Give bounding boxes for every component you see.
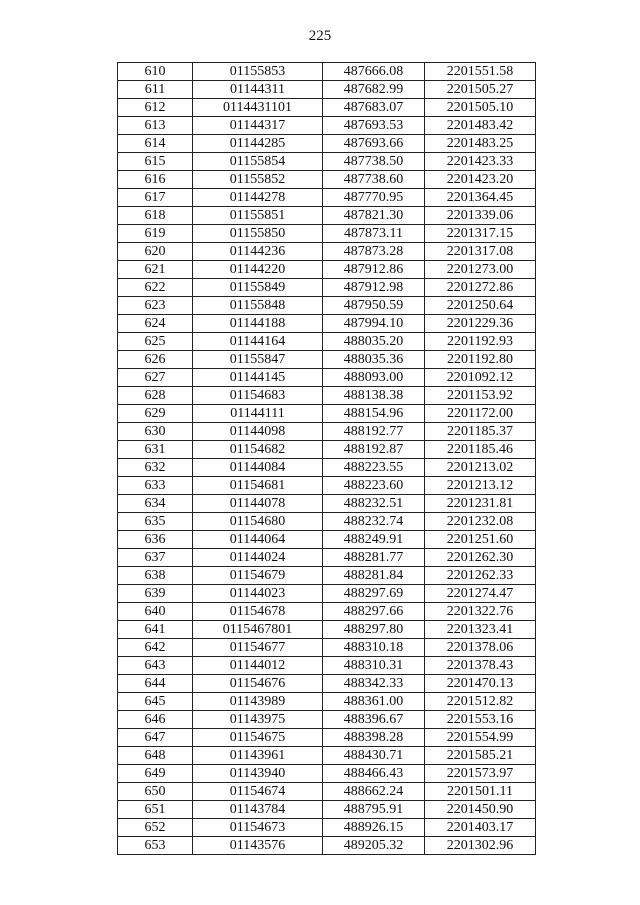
point-code-cell: 01154681 <box>193 477 323 495</box>
y-coordinate-cell: 2201554.99 <box>425 729 536 747</box>
y-coordinate-cell: 2201231.81 <box>425 495 536 513</box>
y-coordinate-cell: 2201364.45 <box>425 189 536 207</box>
point-code-cell: 01154683 <box>193 387 323 405</box>
table-row <box>118 405 536 423</box>
table-row <box>118 531 536 549</box>
row-number-cell: 615 <box>118 153 193 171</box>
x-coordinate-cell: 487738.50 <box>323 153 425 171</box>
point-code-cell: 01144311 <box>193 81 323 99</box>
row-number-cell: 616 <box>118 171 193 189</box>
x-coordinate-cell: 488138.38 <box>323 387 425 405</box>
row-number-cell: 647 <box>118 729 193 747</box>
point-code-cell: 01144278 <box>193 189 323 207</box>
y-coordinate-cell: 2201317.15 <box>425 225 536 243</box>
row-number-cell: 648 <box>118 747 193 765</box>
table-row <box>118 603 536 621</box>
row-number-cell: 628 <box>118 387 193 405</box>
table-row <box>118 711 536 729</box>
point-code-cell: 0114431101 <box>193 99 323 117</box>
y-coordinate-cell: 2201251.60 <box>425 531 536 549</box>
y-coordinate-cell: 2201501.11 <box>425 783 536 801</box>
y-coordinate-cell: 2201423.20 <box>425 171 536 189</box>
table-row <box>118 783 536 801</box>
y-coordinate-cell: 2201192.93 <box>425 333 536 351</box>
row-number-cell: 619 <box>118 225 193 243</box>
point-code-cell: 01144220 <box>193 261 323 279</box>
y-coordinate-cell: 2201302.96 <box>425 837 536 855</box>
y-coordinate-cell: 2201092.12 <box>425 369 536 387</box>
x-coordinate-cell: 487873.11 <box>323 225 425 243</box>
row-number-cell: 613 <box>118 117 193 135</box>
row-number-cell: 651 <box>118 801 193 819</box>
table-row <box>118 99 536 117</box>
row-number-cell: 629 <box>118 405 193 423</box>
row-number-cell: 631 <box>118 441 193 459</box>
y-coordinate-cell: 2201153.92 <box>425 387 536 405</box>
point-code-cell: 01155847 <box>193 351 323 369</box>
y-coordinate-cell: 2201505.27 <box>425 81 536 99</box>
point-code-cell: 01144064 <box>193 531 323 549</box>
row-number-cell: 639 <box>118 585 193 603</box>
y-coordinate-cell: 2201573.97 <box>425 765 536 783</box>
table-row <box>118 63 536 81</box>
row-number-cell: 626 <box>118 351 193 369</box>
x-coordinate-cell: 488223.55 <box>323 459 425 477</box>
y-coordinate-cell: 2201551.58 <box>425 63 536 81</box>
y-coordinate-cell: 2201185.37 <box>425 423 536 441</box>
y-coordinate-cell: 2201274.47 <box>425 585 536 603</box>
point-code-cell: 01154677 <box>193 639 323 657</box>
point-code-cell: 01143940 <box>193 765 323 783</box>
y-coordinate-cell: 2201213.12 <box>425 477 536 495</box>
table-row <box>118 81 536 99</box>
x-coordinate-cell: 487693.66 <box>323 135 425 153</box>
table-row <box>118 801 536 819</box>
table-row <box>118 549 536 567</box>
coordinates-table <box>117 62 536 855</box>
row-number-cell: 627 <box>118 369 193 387</box>
y-coordinate-cell: 2201505.10 <box>425 99 536 117</box>
y-coordinate-cell: 2201262.30 <box>425 549 536 567</box>
point-code-cell: 01144317 <box>193 117 323 135</box>
row-number-cell: 611 <box>118 81 193 99</box>
point-code-cell: 01155850 <box>193 225 323 243</box>
point-code-cell: 01143576 <box>193 837 323 855</box>
point-code-cell: 01154673 <box>193 819 323 837</box>
point-code-cell: 01154682 <box>193 441 323 459</box>
point-code-cell: 01154680 <box>193 513 323 531</box>
x-coordinate-cell: 487693.53 <box>323 117 425 135</box>
table-row <box>118 729 536 747</box>
row-number-cell: 625 <box>118 333 193 351</box>
point-code-cell: 01155849 <box>193 279 323 297</box>
row-number-cell: 635 <box>118 513 193 531</box>
row-number-cell: 614 <box>118 135 193 153</box>
row-number-cell: 610 <box>118 63 193 81</box>
x-coordinate-cell: 488281.77 <box>323 549 425 567</box>
point-code-cell: 01144145 <box>193 369 323 387</box>
table-row <box>118 261 536 279</box>
x-coordinate-cell: 488297.66 <box>323 603 425 621</box>
row-number-cell: 642 <box>118 639 193 657</box>
x-coordinate-cell: 488297.80 <box>323 621 425 639</box>
table-row <box>118 675 536 693</box>
table-row <box>118 351 536 369</box>
table-row <box>118 567 536 585</box>
table-row <box>118 387 536 405</box>
row-number-cell: 624 <box>118 315 193 333</box>
x-coordinate-cell: 487666.08 <box>323 63 425 81</box>
table-row <box>118 747 536 765</box>
point-code-cell: 01154676 <box>193 675 323 693</box>
row-number-cell: 634 <box>118 495 193 513</box>
y-coordinate-cell: 2201378.06 <box>425 639 536 657</box>
x-coordinate-cell: 487770.95 <box>323 189 425 207</box>
y-coordinate-cell: 2201470.13 <box>425 675 536 693</box>
x-coordinate-cell: 488232.74 <box>323 513 425 531</box>
point-code-cell: 01144164 <box>193 333 323 351</box>
y-coordinate-cell: 2201272.86 <box>425 279 536 297</box>
row-number-cell: 612 <box>118 99 193 117</box>
table-row <box>118 495 536 513</box>
table-row <box>118 189 536 207</box>
x-coordinate-cell: 488310.18 <box>323 639 425 657</box>
point-code-cell: 01154679 <box>193 567 323 585</box>
x-coordinate-cell: 489205.32 <box>323 837 425 855</box>
point-code-cell: 01143961 <box>193 747 323 765</box>
y-coordinate-cell: 2201512.82 <box>425 693 536 711</box>
y-coordinate-cell: 2201378.43 <box>425 657 536 675</box>
table-row <box>118 621 536 639</box>
point-code-cell: 01143975 <box>193 711 323 729</box>
y-coordinate-cell: 2201232.08 <box>425 513 536 531</box>
point-code-cell: 01144111 <box>193 405 323 423</box>
y-coordinate-cell: 2201192.80 <box>425 351 536 369</box>
point-code-cell: 01144188 <box>193 315 323 333</box>
x-coordinate-cell: 488035.36 <box>323 351 425 369</box>
x-coordinate-cell: 488430.71 <box>323 747 425 765</box>
x-coordinate-cell: 487912.86 <box>323 261 425 279</box>
x-coordinate-cell: 488192.77 <box>323 423 425 441</box>
y-coordinate-cell: 2201585.21 <box>425 747 536 765</box>
table-row <box>118 117 536 135</box>
table-row <box>118 135 536 153</box>
x-coordinate-cell: 487994.10 <box>323 315 425 333</box>
row-number-cell: 653 <box>118 837 193 855</box>
point-code-cell: 01155848 <box>193 297 323 315</box>
table-row <box>118 765 536 783</box>
y-coordinate-cell: 2201323.41 <box>425 621 536 639</box>
x-coordinate-cell: 488310.31 <box>323 657 425 675</box>
table-row <box>118 459 536 477</box>
table-row <box>118 279 536 297</box>
x-coordinate-cell: 487821.30 <box>323 207 425 225</box>
row-number-cell: 643 <box>118 657 193 675</box>
table-row <box>118 333 536 351</box>
y-coordinate-cell: 2201450.90 <box>425 801 536 819</box>
row-number-cell: 644 <box>118 675 193 693</box>
table-row <box>118 369 536 387</box>
y-coordinate-cell: 2201322.76 <box>425 603 536 621</box>
table-row <box>118 585 536 603</box>
x-coordinate-cell: 488361.00 <box>323 693 425 711</box>
point-code-cell: 01155854 <box>193 153 323 171</box>
row-number-cell: 645 <box>118 693 193 711</box>
coordinates-table-body <box>118 63 536 855</box>
point-code-cell: 01143989 <box>193 693 323 711</box>
x-coordinate-cell: 488249.91 <box>323 531 425 549</box>
point-code-cell: 01144285 <box>193 135 323 153</box>
point-code-cell: 01155853 <box>193 63 323 81</box>
point-code-cell: 01144236 <box>193 243 323 261</box>
table-row <box>118 315 536 333</box>
y-coordinate-cell: 2201553.16 <box>425 711 536 729</box>
table-row <box>118 243 536 261</box>
y-coordinate-cell: 2201250.64 <box>425 297 536 315</box>
table-row <box>118 153 536 171</box>
row-number-cell: 640 <box>118 603 193 621</box>
x-coordinate-cell: 488192.87 <box>323 441 425 459</box>
row-number-cell: 632 <box>118 459 193 477</box>
point-code-cell: 01154675 <box>193 729 323 747</box>
y-coordinate-cell: 2201483.25 <box>425 135 536 153</box>
table-row <box>118 639 536 657</box>
row-number-cell: 646 <box>118 711 193 729</box>
point-code-cell: 01144024 <box>193 549 323 567</box>
point-code-cell: 01154674 <box>193 783 323 801</box>
y-coordinate-cell: 2201483.42 <box>425 117 536 135</box>
row-number-cell: 623 <box>118 297 193 315</box>
x-coordinate-cell: 488466.43 <box>323 765 425 783</box>
point-code-cell: 01154678 <box>193 603 323 621</box>
table-row <box>118 423 536 441</box>
row-number-cell: 617 <box>118 189 193 207</box>
x-coordinate-cell: 488035.20 <box>323 333 425 351</box>
x-coordinate-cell: 487950.59 <box>323 297 425 315</box>
x-coordinate-cell: 488223.60 <box>323 477 425 495</box>
point-code-cell: 01144078 <box>193 495 323 513</box>
point-code-cell: 01144023 <box>193 585 323 603</box>
table-row <box>118 693 536 711</box>
y-coordinate-cell: 2201403.17 <box>425 819 536 837</box>
table-row <box>118 819 536 837</box>
row-number-cell: 618 <box>118 207 193 225</box>
table-row <box>118 477 536 495</box>
table-row <box>118 837 536 855</box>
table-row <box>118 441 536 459</box>
row-number-cell: 630 <box>118 423 193 441</box>
y-coordinate-cell: 2201213.02 <box>425 459 536 477</box>
table-row <box>118 171 536 189</box>
x-coordinate-cell: 488396.67 <box>323 711 425 729</box>
point-code-cell: 01143784 <box>193 801 323 819</box>
row-number-cell: 637 <box>118 549 193 567</box>
x-coordinate-cell: 488342.33 <box>323 675 425 693</box>
x-coordinate-cell: 488154.96 <box>323 405 425 423</box>
x-coordinate-cell: 487683.07 <box>323 99 425 117</box>
point-code-cell: 01155852 <box>193 171 323 189</box>
row-number-cell: 649 <box>118 765 193 783</box>
row-number-cell: 641 <box>118 621 193 639</box>
table-row <box>118 297 536 315</box>
row-number-cell: 620 <box>118 243 193 261</box>
x-coordinate-cell: 487682.99 <box>323 81 425 99</box>
x-coordinate-cell: 488093.00 <box>323 369 425 387</box>
point-code-cell: 01144012 <box>193 657 323 675</box>
row-number-cell: 633 <box>118 477 193 495</box>
y-coordinate-cell: 2201317.08 <box>425 243 536 261</box>
x-coordinate-cell: 488795.91 <box>323 801 425 819</box>
row-number-cell: 636 <box>118 531 193 549</box>
x-coordinate-cell: 488398.28 <box>323 729 425 747</box>
page-number: 225 <box>308 28 332 44</box>
y-coordinate-cell: 2201262.33 <box>425 567 536 585</box>
y-coordinate-cell: 2201339.06 <box>425 207 536 225</box>
point-code-cell: 01144084 <box>193 459 323 477</box>
table-row <box>118 657 536 675</box>
table-row <box>118 513 536 531</box>
x-coordinate-cell: 487738.60 <box>323 171 425 189</box>
x-coordinate-cell: 488232.51 <box>323 495 425 513</box>
point-code-cell: 0115467801 <box>193 621 323 639</box>
x-coordinate-cell: 487912.98 <box>323 279 425 297</box>
x-coordinate-cell: 487873.28 <box>323 243 425 261</box>
x-coordinate-cell: 488662.24 <box>323 783 425 801</box>
y-coordinate-cell: 2201229.36 <box>425 315 536 333</box>
y-coordinate-cell: 2201273.00 <box>425 261 536 279</box>
y-coordinate-cell: 2201185.46 <box>425 441 536 459</box>
point-code-cell: 01144098 <box>193 423 323 441</box>
point-code-cell: 01155851 <box>193 207 323 225</box>
row-number-cell: 622 <box>118 279 193 297</box>
row-number-cell: 621 <box>118 261 193 279</box>
table-row <box>118 207 536 225</box>
x-coordinate-cell: 488297.69 <box>323 585 425 603</box>
x-coordinate-cell: 488281.84 <box>323 567 425 585</box>
table-row <box>118 225 536 243</box>
row-number-cell: 652 <box>118 819 193 837</box>
row-number-cell: 638 <box>118 567 193 585</box>
y-coordinate-cell: 2201423.33 <box>425 153 536 171</box>
x-coordinate-cell: 488926.15 <box>323 819 425 837</box>
row-number-cell: 650 <box>118 783 193 801</box>
y-coordinate-cell: 2201172.00 <box>425 405 536 423</box>
